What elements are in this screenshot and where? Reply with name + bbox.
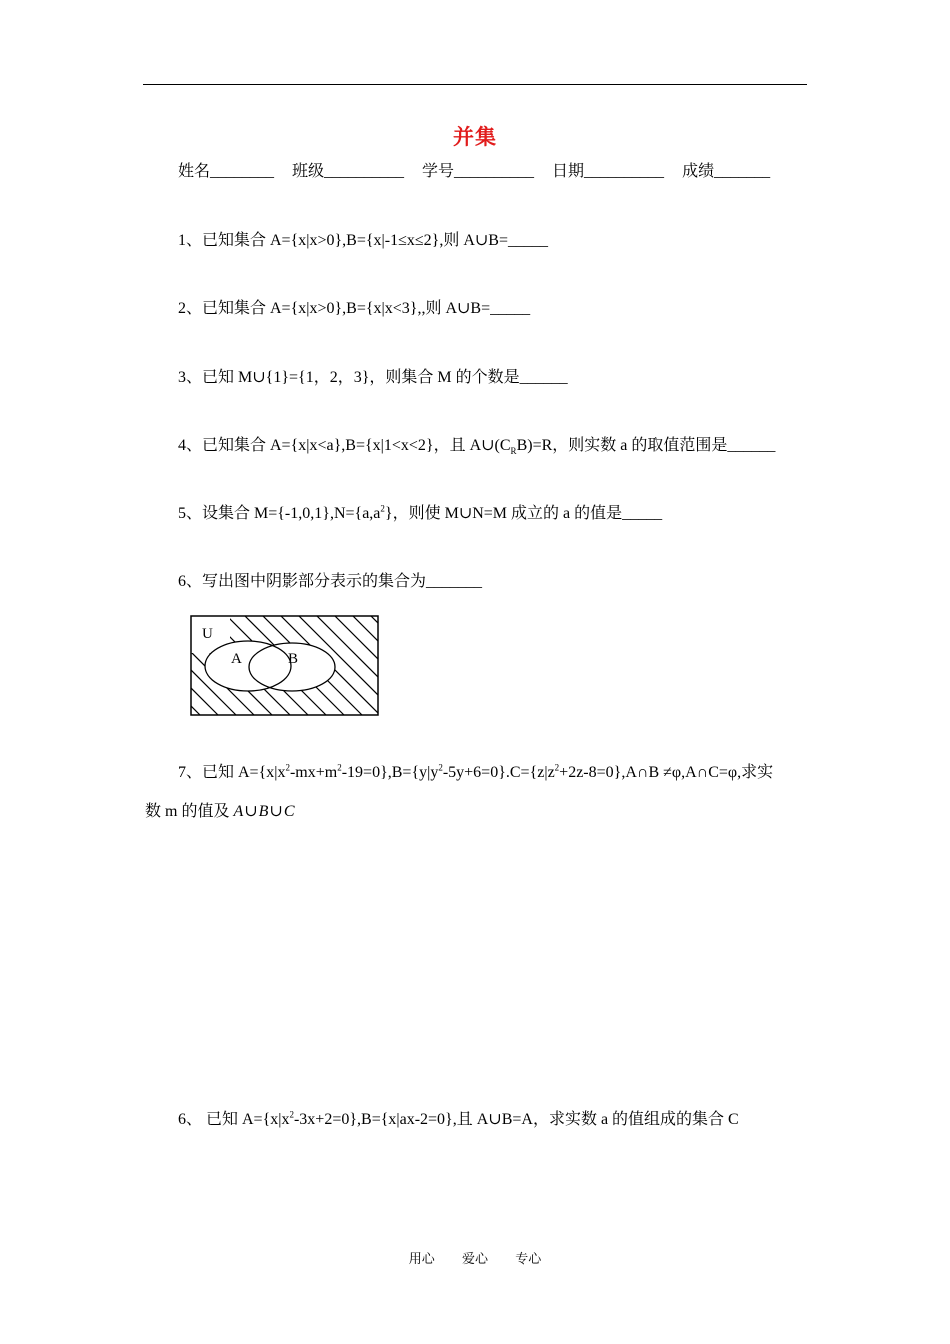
question-8 bbox=[178, 1110, 739, 1130]
question-7-sup-4: 2 bbox=[554, 762, 560, 773]
question-7-text-b: -mx+m bbox=[289, 764, 338, 781]
question-6: 6、写出图中阴影部分表示的集合为_______ bbox=[178, 573, 483, 590]
question-7-text-e: +2z-8=0},A∩B ≠φ,A∩C=φ,求实 bbox=[559, 764, 774, 781]
footer-item-3: 专心 bbox=[515, 1251, 542, 1266]
question-1: 1、已知集合 A={x|x>0},B={x|-1≤x≤2},则 A∪B=_____ bbox=[178, 232, 548, 249]
question-7-line-1 bbox=[178, 763, 773, 783]
name-field: 姓名________ bbox=[178, 163, 275, 180]
set-b-label: B bbox=[288, 651, 299, 667]
question-7-sup-2: 2 bbox=[337, 762, 342, 773]
set-a-ellipse bbox=[205, 641, 291, 691]
question-7-sup-3: 2 bbox=[438, 762, 443, 773]
question-5 bbox=[178, 504, 662, 524]
shading-lines bbox=[190, 615, 380, 715]
question-4 bbox=[178, 436, 775, 456]
question-2: 2、已知集合 A={x|x>0},B={x|x<3},,则 A∪B=_____ bbox=[178, 300, 531, 317]
set-a-label: A bbox=[231, 651, 242, 667]
page-title: 并集 bbox=[453, 125, 497, 149]
question-8-text-a: 6、 已知 A={x|x bbox=[178, 1111, 290, 1128]
question-4-text-b: B)=R，则实数 a 的取值范围是______ bbox=[516, 437, 776, 454]
footer-item-2: 爱心 bbox=[461, 1251, 488, 1266]
question-7-expression: A∪B∪C bbox=[233, 803, 296, 820]
student-no-field: 学号__________ bbox=[422, 163, 535, 180]
score-field: 成绩_______ bbox=[682, 163, 771, 180]
question-4-subscript: R bbox=[510, 446, 517, 457]
header-rule bbox=[143, 84, 807, 85]
question-5-text-b: }，则使 M∪N=M 成立的 a 的值是_____ bbox=[384, 505, 663, 522]
page-footer bbox=[0, 1248, 950, 1267]
footer-item-1: 用心 bbox=[408, 1251, 435, 1266]
student-info-line bbox=[178, 162, 784, 182]
question-5-text-a: 5、设集合 M={-1,0,1},N={a,a bbox=[178, 505, 381, 522]
class-field: 班级__________ bbox=[292, 163, 405, 180]
question-7-text-f: 数 m 的值及 bbox=[145, 803, 230, 820]
question-7-line-2 bbox=[145, 802, 295, 822]
venn-diagram bbox=[190, 615, 380, 719]
question-8-superscript: 2 bbox=[289, 1109, 294, 1120]
universe-label: U bbox=[202, 626, 213, 642]
question-3: 3、已知 M∪{1}={1，2，3}，则集合 M 的个数是______ bbox=[178, 369, 568, 386]
question-4-text-a: 4、已知集合 A={x|x<a},B={x|1<x<2}，且 A∪(C bbox=[178, 437, 511, 454]
date-field: 日期__________ bbox=[552, 163, 665, 180]
question-8-text-b: -3x+2=0},B={x|ax-2=0},且 A∪B=A，求实数 a 的值组成的集合 C bbox=[293, 1111, 739, 1128]
question-5-superscript: 2 bbox=[380, 503, 385, 514]
question-7-sup-1: 2 bbox=[285, 762, 290, 773]
question-7-text-a: 7、已知 A={x|x bbox=[178, 764, 286, 781]
question-7-text-c: -19=0},B={y|y bbox=[341, 764, 439, 781]
question-7-text-d: -5y+6=0}.C={z|z bbox=[442, 764, 555, 781]
